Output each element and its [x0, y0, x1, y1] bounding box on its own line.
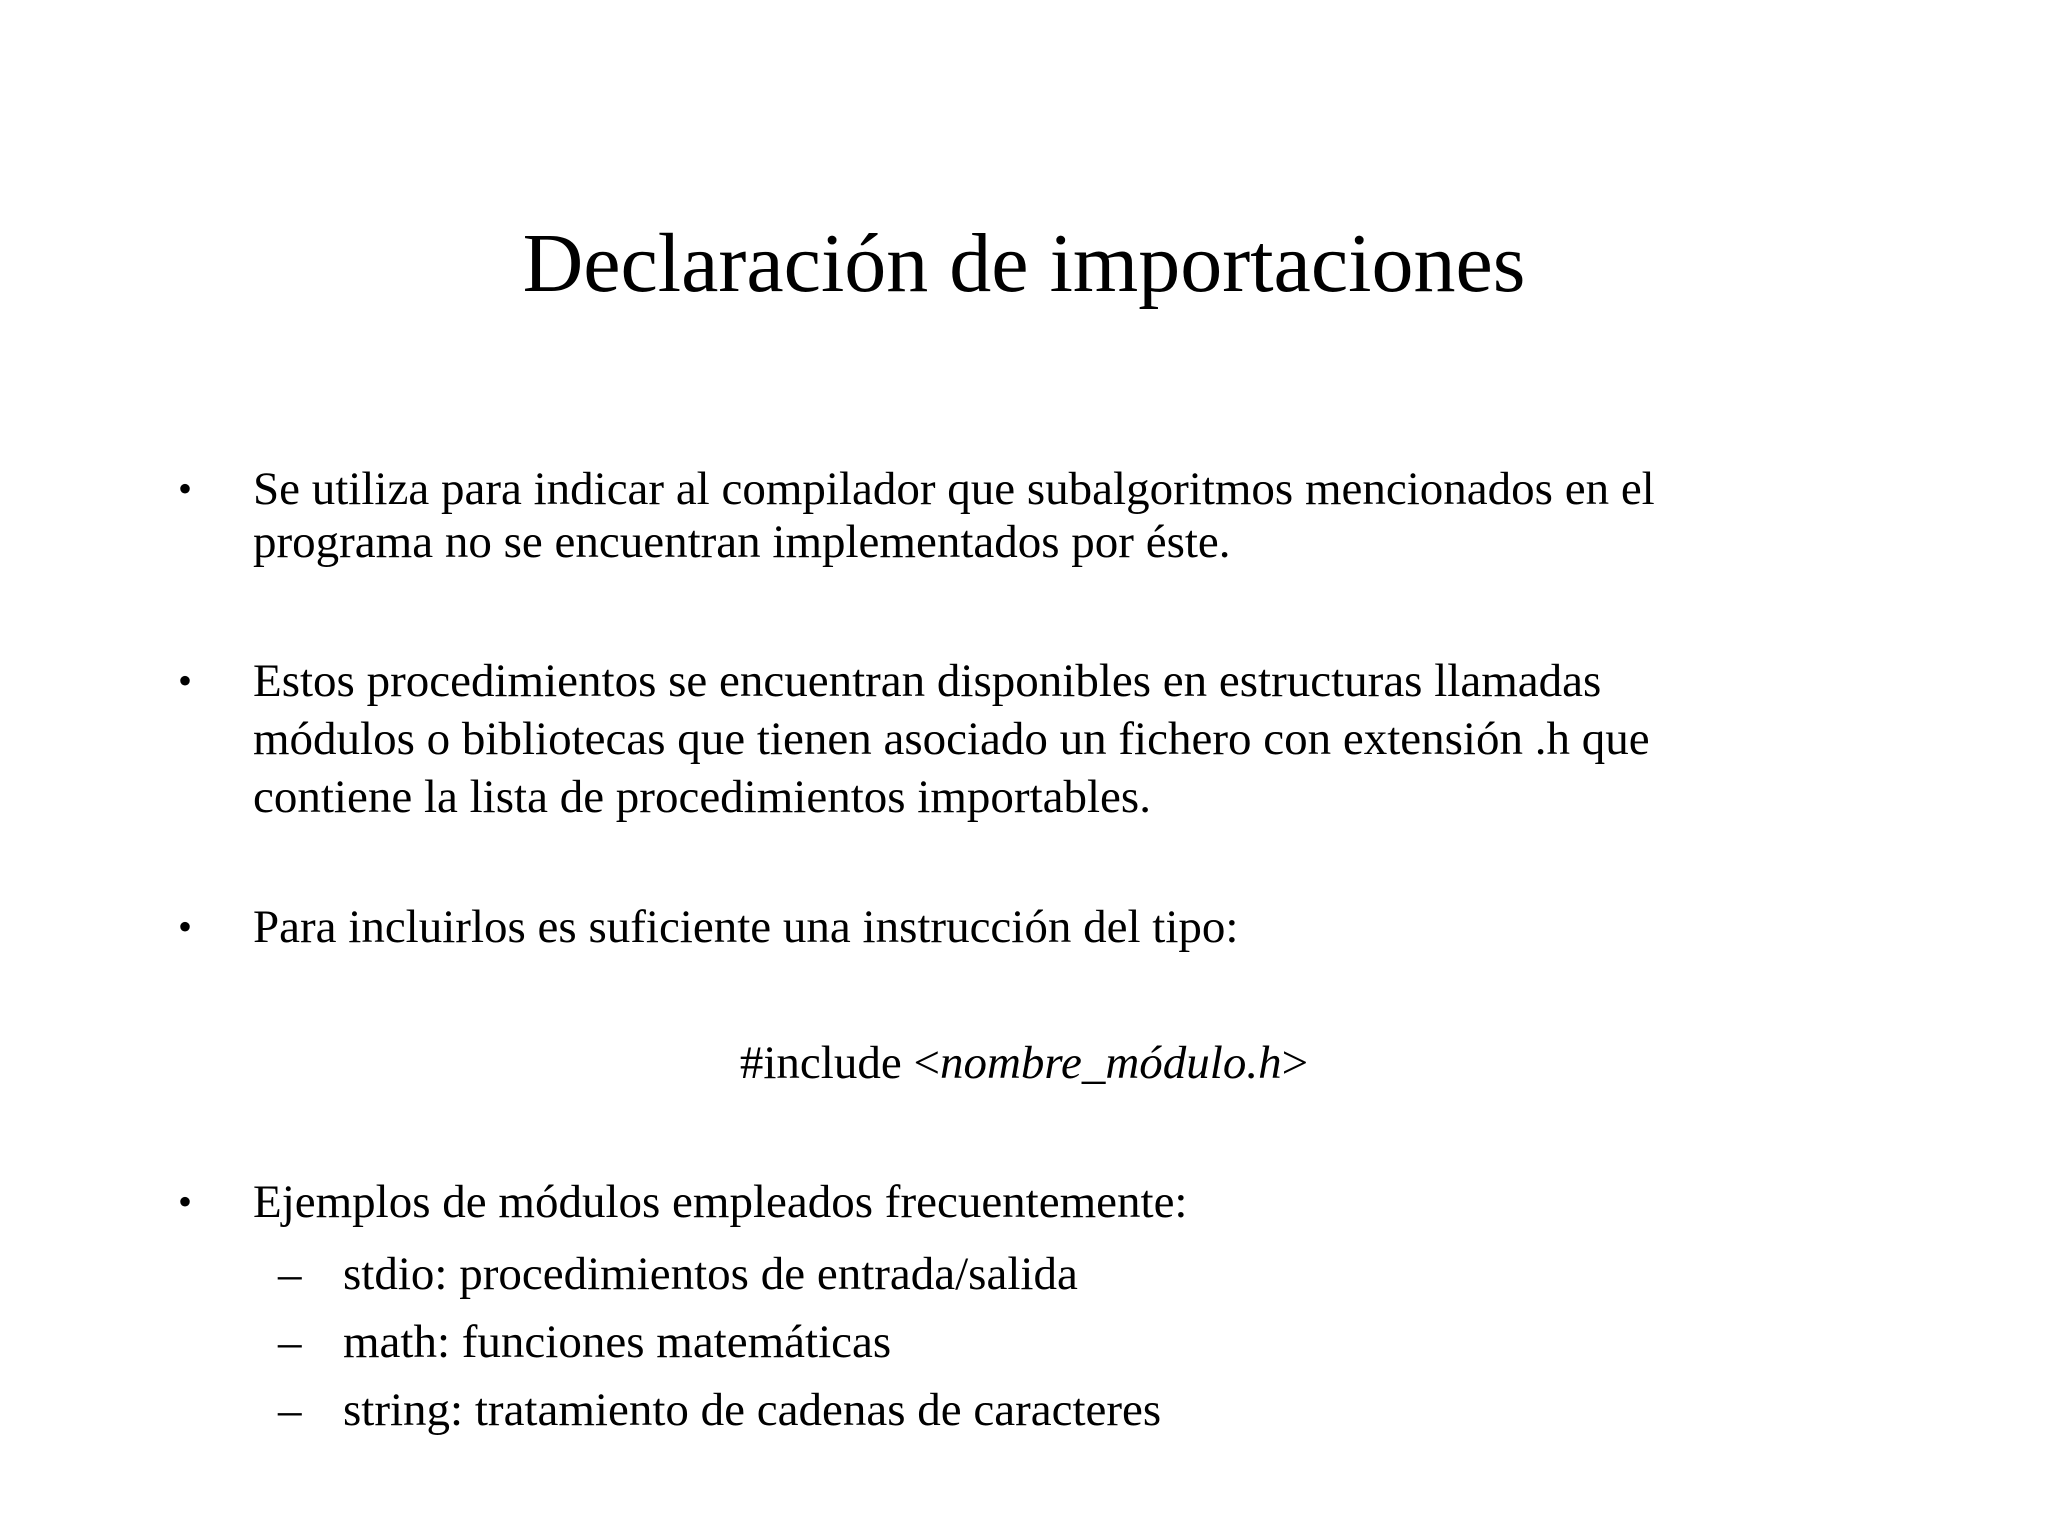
bullet-line: Se utiliza para indicar al compilador que subalgoritmos mencionados en el [253, 463, 1655, 515]
include-module-name: nombre_módulo.h [939, 1037, 1282, 1089]
bullet-dot: • [178, 466, 193, 511]
bullet-line: programa no se encuentran implementados por éste. [253, 516, 1231, 568]
sub-item-text: math: funciones matemáticas [343, 1316, 892, 1368]
include-example [0, 1034, 2048, 1092]
bullet-dot: • [178, 658, 193, 703]
sub-item-dash: – [278, 1384, 302, 1436]
bullet-line: Ejemplos de módulos empleados frecuentemente: [253, 1176, 1188, 1228]
sub-item-dash: – [278, 1316, 302, 1368]
bullet-dot: • [178, 904, 193, 949]
include-suffix: > [1281, 1037, 1309, 1089]
sub-item-text: string: tratamiento de cadenas de caracteres [343, 1384, 1162, 1436]
include-prefix: #include < [739, 1037, 940, 1089]
sub-item-dash: – [278, 1248, 302, 1300]
bullet-line: Para incluirlos es suficiente una instrucción del tipo: [253, 901, 1239, 953]
bullet-line: Estos procedimientos se encuentran disponibles en estructuras llamadas [253, 655, 1602, 707]
sub-item-text: stdio: procedimientos de entrada/salida [343, 1248, 1078, 1300]
slide-title: Declaración de importaciones [522, 217, 1526, 310]
bullet-line: contiene la lista de procedimientos importables. [253, 771, 1151, 823]
bullet-line: módulos o bibliotecas que tienen asociado un fichero con extensión .h que [253, 713, 1650, 765]
bullet-dot: • [178, 1179, 193, 1224]
